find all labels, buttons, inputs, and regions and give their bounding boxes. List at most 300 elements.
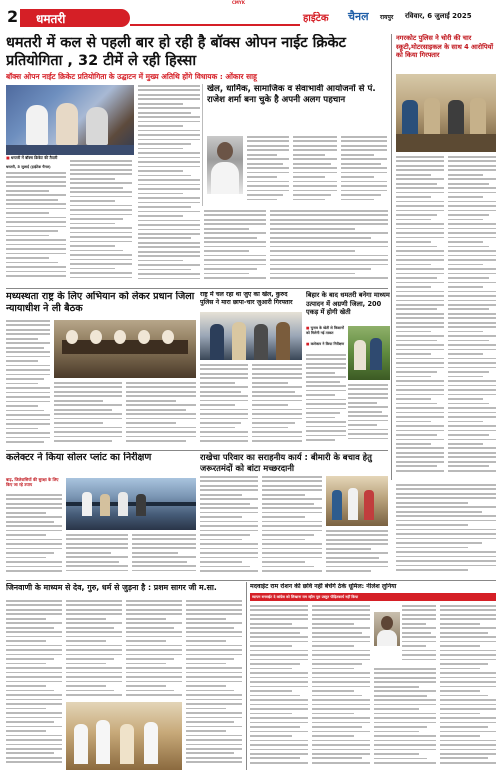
text-line (396, 556, 496, 558)
text-line (312, 627, 370, 629)
text-line (138, 170, 183, 172)
text-line (306, 430, 346, 432)
text-line (138, 188, 200, 190)
text-line (70, 268, 115, 270)
text-line (448, 255, 496, 257)
text-line (396, 228, 444, 230)
text-line (66, 676, 122, 678)
text-line (70, 218, 123, 220)
text-line (396, 493, 496, 495)
text-line (306, 390, 346, 392)
jua-photo (200, 312, 302, 360)
text-line (440, 668, 480, 670)
text-line (396, 210, 444, 212)
text-line (250, 708, 308, 710)
text-line (138, 193, 183, 195)
text-line (440, 623, 480, 625)
text-line (312, 757, 362, 759)
text-line (6, 239, 66, 241)
text-line (200, 512, 258, 514)
text-line (186, 744, 242, 746)
text-line (6, 387, 50, 389)
text-line (312, 609, 370, 611)
text-line (440, 731, 496, 733)
text-line (348, 433, 388, 435)
text-line (306, 372, 335, 374)
court-body-2 (54, 382, 122, 446)
text-line (200, 395, 248, 397)
text-line (6, 534, 46, 536)
text-line (396, 394, 444, 396)
text-line (396, 538, 496, 540)
text-line (341, 181, 387, 183)
text-line (293, 167, 337, 169)
text-line (66, 658, 114, 660)
text-line (341, 149, 387, 151)
text-line (250, 659, 308, 661)
text-line (66, 552, 111, 554)
text-line (186, 627, 234, 629)
masthead-underline (130, 24, 300, 26)
text-line (200, 557, 258, 559)
text-line (132, 556, 196, 558)
rakhsa-photo (326, 476, 388, 526)
text-line (54, 395, 122, 397)
text-line (396, 465, 437, 467)
text-line (396, 515, 496, 517)
text-line (396, 533, 496, 535)
text-line (341, 199, 374, 201)
text-line (6, 512, 46, 514)
text-line (262, 498, 322, 500)
text-line (186, 699, 242, 701)
text-line (374, 722, 436, 724)
rakhsa-body-4 (396, 484, 496, 576)
text-line (138, 98, 200, 100)
text-line (126, 431, 196, 433)
text-line (440, 609, 496, 611)
text-line (448, 322, 496, 324)
text-line (270, 268, 371, 270)
text-line (312, 740, 370, 742)
text-line (402, 659, 436, 661)
text-line (126, 631, 182, 633)
jinvani-headline: जिनवाणी के माध्यम से देव, गुरु, धर्म से जुड़ना है : प्रशम सागर जी म.सा. (6, 583, 217, 592)
text-line (66, 667, 122, 669)
text-line (6, 333, 50, 335)
text-line (6, 570, 62, 572)
text-line (396, 398, 431, 400)
text-line (250, 690, 292, 692)
text-line (6, 405, 38, 407)
text-line (448, 174, 483, 176)
text-line (293, 176, 325, 178)
text-line (270, 210, 388, 212)
text-line (312, 645, 354, 647)
ramsahay-headline: मदवाईट राम रोशन की छवि नहीं बेचेंगे ठेके धूमिल: नीलेश लुनिया (250, 583, 397, 590)
text-line (138, 103, 183, 105)
lead-headline: धमतरी में कल से पहली बार हो रही है बॉक्स ओपन नाईट क्रिकेट प्रतियोगिता , 32 टीमें ले रही हिस्सा (6, 35, 346, 69)
text-line (66, 565, 128, 567)
text-line (448, 250, 496, 252)
text-line (348, 424, 377, 426)
text-line (70, 173, 132, 175)
text-line (396, 308, 437, 310)
text-line (396, 367, 444, 369)
text-line (132, 547, 196, 549)
text-line (440, 749, 496, 751)
text-line (6, 199, 58, 201)
text-line (247, 154, 277, 156)
text-line (126, 413, 196, 415)
text-line (396, 551, 496, 553)
text-line (6, 498, 62, 500)
text-line (138, 134, 200, 136)
police-photo (396, 74, 496, 152)
text-line (6, 423, 50, 425)
text-line (200, 440, 248, 442)
bihar-bullet-1: ■ चुनाव के खेती से किसानों को मिलेगी नई ताकत (306, 326, 344, 335)
collector-body-2 (66, 534, 128, 576)
text-line (6, 262, 58, 264)
text-line (54, 391, 122, 393)
text-line (132, 534, 196, 536)
text-line (6, 266, 66, 268)
text-line (312, 672, 370, 674)
jua-body-1 (200, 364, 248, 446)
text-line (396, 241, 431, 243)
text-line (396, 165, 444, 167)
text-line (396, 452, 444, 454)
text-line (312, 717, 370, 719)
text-line (396, 326, 444, 328)
text-line (448, 394, 496, 396)
text-line (396, 255, 444, 257)
text-line (402, 632, 431, 634)
text-line (70, 277, 132, 279)
text-line (448, 443, 483, 445)
text-line (6, 248, 66, 250)
text-line (6, 613, 62, 615)
text-line (252, 427, 288, 429)
text-line (262, 525, 322, 527)
text-line (293, 140, 337, 142)
text-line (66, 685, 106, 687)
text-line (374, 735, 436, 737)
text-line (396, 264, 431, 266)
text-line (186, 694, 242, 696)
text-line (396, 542, 482, 544)
text-line (6, 708, 46, 710)
text-line (252, 422, 295, 424)
text-line (348, 420, 388, 422)
text-line (448, 340, 489, 342)
text-line (126, 694, 182, 696)
text-line (252, 386, 302, 388)
text-line (138, 269, 191, 271)
text-line (6, 752, 54, 754)
text-line (312, 744, 370, 746)
text-line (200, 543, 258, 545)
text-line (306, 354, 346, 356)
text-line (247, 140, 289, 142)
masthead-bar (0, 6, 500, 30)
text-line (6, 329, 50, 331)
text-line (66, 570, 128, 572)
text-line (6, 360, 38, 362)
text-line (6, 685, 46, 687)
text-line (138, 161, 200, 163)
text-line (306, 385, 346, 387)
text-line (270, 219, 388, 221)
text-line (126, 404, 196, 406)
text-line (186, 658, 234, 660)
text-line (138, 237, 191, 239)
text-line (54, 382, 122, 384)
text-line (204, 210, 266, 212)
text-line (396, 434, 437, 436)
text-line (204, 237, 257, 239)
text-line (448, 447, 496, 449)
text-line (6, 342, 50, 344)
text-line (374, 686, 419, 688)
text-line (312, 641, 370, 643)
text-line (6, 757, 62, 759)
text-line (200, 400, 248, 402)
text-line (66, 622, 122, 624)
text-line (448, 461, 496, 463)
text-line (250, 663, 300, 665)
text-line (70, 259, 132, 261)
text-line (402, 645, 426, 647)
text-line (186, 712, 242, 714)
text-line (348, 388, 388, 390)
ramsahay-body-2 (312, 605, 370, 770)
text-line (204, 214, 266, 216)
text-line (250, 654, 308, 656)
text-line (341, 194, 381, 196)
text-line (54, 404, 122, 406)
text-line (270, 232, 388, 234)
text-line (138, 116, 200, 118)
text-line (326, 552, 388, 554)
text-line (396, 304, 444, 306)
text-line (326, 539, 388, 541)
text-line (126, 400, 176, 402)
text-line (306, 394, 335, 396)
text-line (200, 539, 242, 541)
text-line (252, 373, 302, 375)
text-line (312, 663, 362, 665)
text-line (70, 164, 132, 166)
text-line (396, 286, 431, 288)
text-line (6, 543, 62, 545)
text-line (70, 191, 132, 193)
text-line (312, 605, 370, 607)
court-headline: मध्यस्थता राष्ट्र के लिए अभियान को लेकर प्रधान जिला न्यायाधीश ने ली बैठक (6, 291, 195, 315)
police-headline: नगरकोट पुलिस ने चोरी की चार स्कूटी,मोटरसाइकल के साथ 4 आरोपियों को किया गिरफ्तार (396, 34, 494, 60)
text-line (306, 376, 346, 378)
text-line (186, 613, 242, 615)
text-line (306, 439, 335, 441)
text-line (132, 561, 187, 563)
text-line (126, 667, 182, 669)
text-line (448, 421, 483, 423)
text-line (6, 324, 50, 326)
text-line (186, 757, 242, 759)
text-line (250, 749, 308, 751)
text-line (374, 717, 436, 719)
text-line (138, 255, 200, 257)
text-line (138, 264, 200, 266)
text-line (6, 208, 66, 210)
text-line (448, 241, 483, 243)
text-line (448, 439, 496, 441)
text-line (6, 735, 62, 737)
text-line (6, 654, 62, 656)
text-line (448, 259, 496, 261)
bihar-body-1 (306, 354, 346, 446)
text-line (6, 230, 58, 232)
text-line (374, 740, 436, 742)
date-label: रविवार, 6 जुलाई 2025 (405, 12, 472, 20)
text-line (6, 712, 62, 714)
text-line (448, 282, 496, 284)
text-line (126, 391, 196, 393)
text-line (306, 435, 346, 437)
text-line (70, 245, 115, 247)
text-line (270, 259, 388, 261)
text-line (448, 403, 489, 405)
text-line (262, 476, 322, 478)
text-line (66, 618, 106, 620)
text-line (138, 121, 200, 123)
text-line (6, 739, 62, 741)
text-line (396, 502, 468, 504)
text-line (66, 654, 122, 656)
text-line (448, 380, 496, 382)
text-line (200, 480, 258, 482)
text-line (6, 275, 66, 277)
text-line (448, 196, 483, 198)
text-line (262, 552, 322, 554)
text-line (186, 690, 234, 692)
text-line (374, 726, 427, 728)
text-line (186, 761, 242, 763)
text-line (396, 520, 496, 522)
text-line (250, 681, 308, 683)
text-line (186, 703, 242, 705)
text-line (341, 145, 387, 147)
text-line (326, 561, 388, 563)
text-line (448, 416, 496, 418)
text-line (138, 220, 200, 222)
text-line (66, 649, 122, 651)
text-line (6, 690, 54, 692)
text-line (396, 470, 444, 472)
text-line (6, 721, 54, 723)
text-line (126, 436, 196, 438)
text-line (348, 402, 377, 404)
text-line (306, 367, 346, 369)
text-line (396, 187, 444, 189)
text-line (262, 512, 322, 514)
text-line (440, 627, 496, 629)
text-line (250, 636, 308, 638)
text-line (6, 235, 49, 237)
text-line (396, 196, 431, 198)
text-line (293, 136, 337, 138)
text-line (250, 668, 292, 670)
text-line (250, 735, 292, 737)
quote-headline: खेल, धार्मिक, सामाजिक व सेवाभावी आयोजनों से पं. राजेश शर्मा बना चुके है अपनी अलग पहचान (207, 84, 376, 105)
text-line (312, 731, 370, 733)
text-line (440, 672, 496, 674)
text-line (270, 223, 388, 225)
text-line (440, 708, 496, 710)
text-line (312, 681, 370, 683)
text-line (448, 430, 496, 432)
text-line (6, 503, 62, 505)
bihar-body-2 (348, 384, 388, 446)
text-line (448, 156, 496, 158)
text-line (54, 440, 112, 442)
text-line (396, 277, 437, 279)
text-line (396, 223, 444, 225)
text-line (250, 650, 308, 652)
text-line (6, 378, 44, 380)
text-line (396, 300, 444, 302)
text-line (396, 506, 496, 508)
text-line (6, 383, 38, 385)
text-line (448, 228, 496, 230)
text-line (448, 385, 496, 387)
text-line (440, 686, 496, 688)
text-line (306, 403, 346, 405)
text-line (200, 489, 258, 491)
text-line (262, 489, 322, 491)
text-line (250, 731, 308, 733)
text-line (186, 609, 242, 611)
jinvani-body-2 (66, 600, 122, 700)
text-line (204, 223, 266, 225)
text-line (262, 548, 322, 550)
text-line (374, 668, 436, 670)
text-line (440, 654, 496, 656)
text-line (312, 749, 370, 751)
text-line (448, 223, 496, 225)
text-line (396, 353, 431, 355)
text-line (6, 618, 46, 620)
text-line (448, 277, 489, 279)
text-line (312, 654, 370, 656)
text-line (448, 465, 489, 467)
text-line (448, 317, 496, 319)
jinvani-body-4 (186, 600, 242, 770)
text-line (440, 659, 496, 661)
lead-photo (6, 85, 134, 155)
text-line (440, 645, 480, 647)
text-line (138, 130, 200, 132)
text-line (270, 237, 371, 239)
text-line (186, 645, 242, 647)
text-line (341, 167, 387, 169)
text-line (440, 632, 488, 634)
text-line (66, 645, 122, 647)
text-line (440, 695, 488, 697)
text-line (200, 391, 241, 393)
text-line (66, 672, 122, 674)
